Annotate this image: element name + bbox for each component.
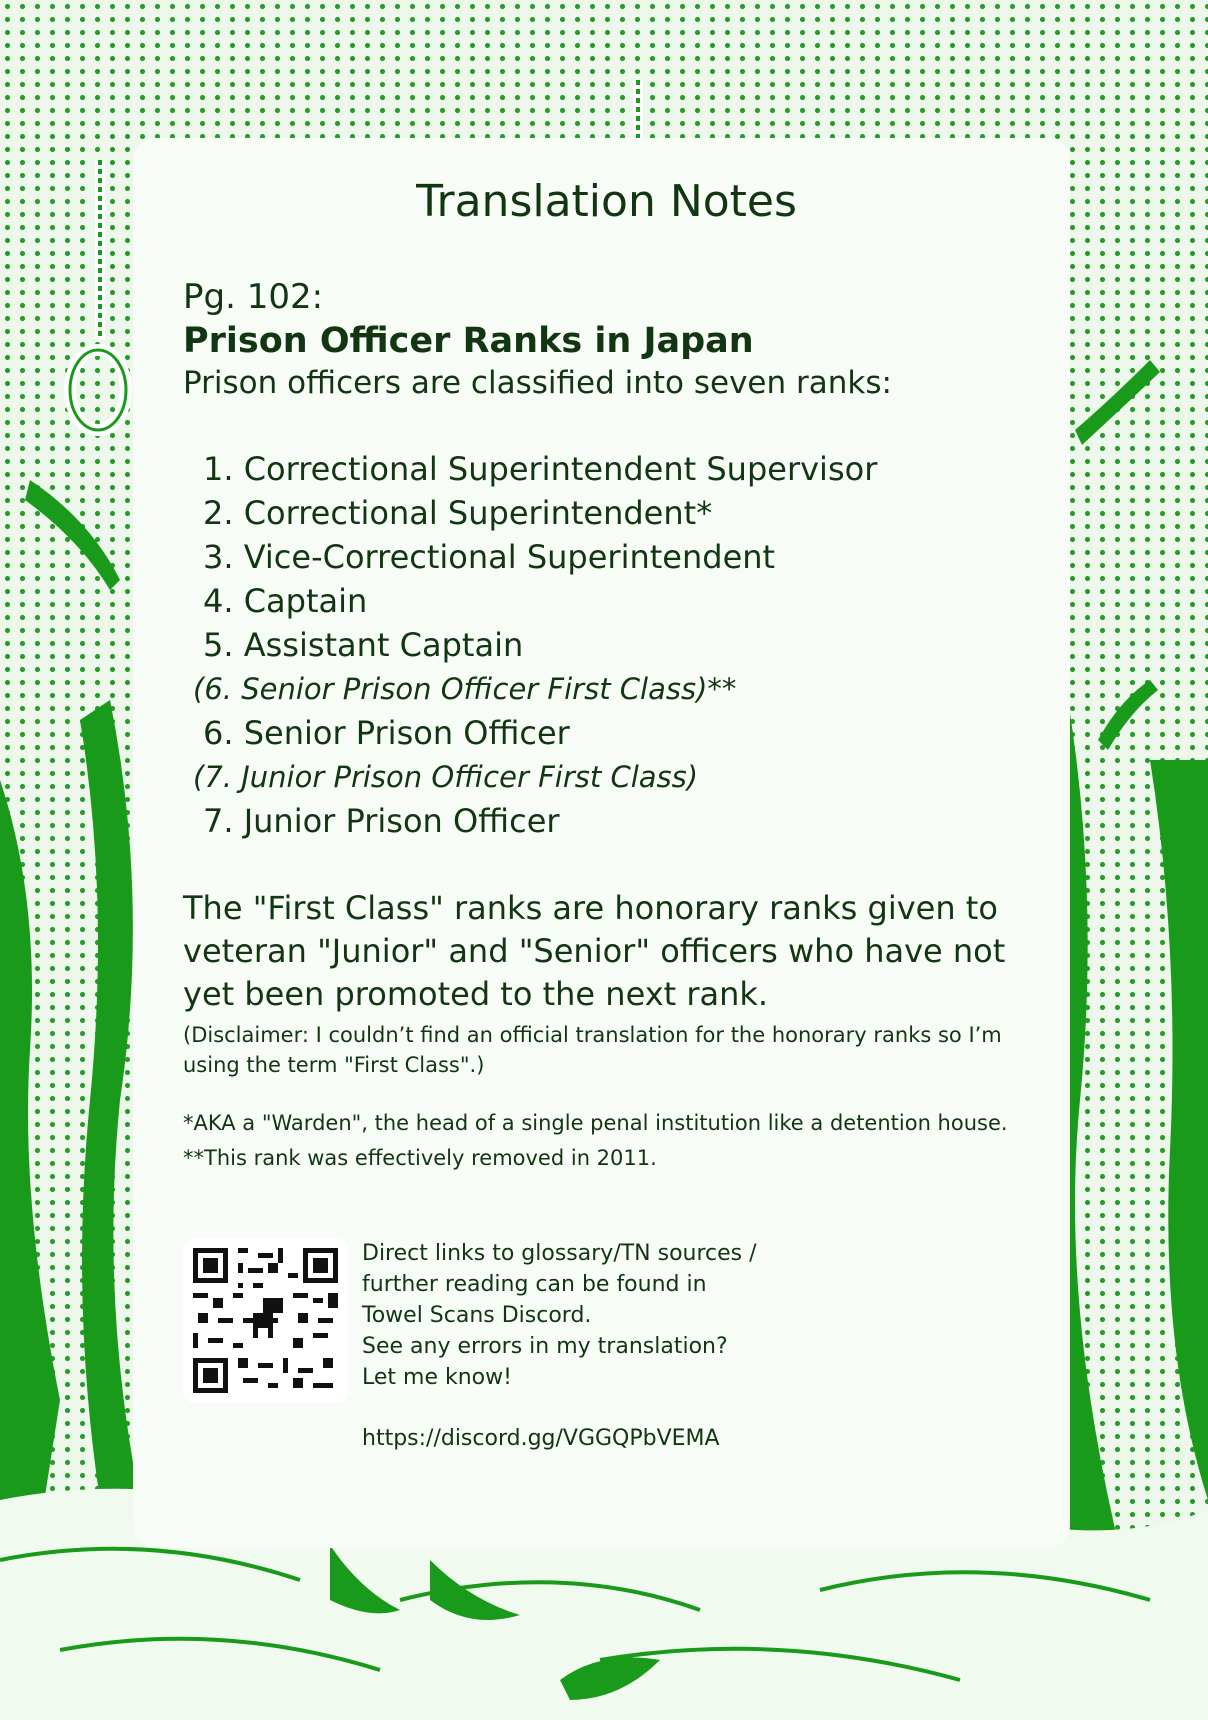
discord-section <box>183 1238 1030 1454</box>
noose-icon <box>70 160 126 430</box>
info-line: See any errors in my translation? <box>362 1334 728 1359</box>
rank-item: 6. Senior Prison Officer <box>203 714 570 752</box>
section-heading: Prison Officer Ranks in Japan <box>183 321 754 361</box>
dinosaur-icon <box>243 1298 283 1338</box>
rank-item: 3. Vice-Correctional Superintendent <box>203 538 776 576</box>
honorary-rank-item: (6. Senior Prison Officer First Class)** <box>193 672 737 706</box>
discord-info <box>362 1238 757 1454</box>
info-line: further reading can be found in <box>362 1272 707 1297</box>
page-reference: Pg. 102: <box>183 277 324 317</box>
page-title: Translation Notes <box>416 176 797 227</box>
intro-text: Prison officers are classified into seven ranks: <box>183 365 892 401</box>
rank-item: 1. Correctional Superintendent Supervisor <box>203 450 878 488</box>
footnote: *AKA a "Warden", the head of a single penal institution like a detention house. <box>183 1111 1008 1135</box>
rank-item: 4. Captain <box>203 582 368 620</box>
info-line: Let me know! <box>362 1365 512 1390</box>
rank-list <box>183 447 1030 843</box>
footnote: **This rank was effectively removed in 2011. <box>183 1146 657 1170</box>
info-line: Direct links to glossary/TN sources / <box>362 1241 757 1266</box>
info-line: Towel Scans Discord. <box>362 1303 592 1328</box>
discord-link[interactable]: https://discord.gg/VGGQPbVEMA <box>362 1426 720 1451</box>
disclaimer-text: (Disclaimer: I couldn’t find an official translation for the honorary ranks so I’m using the term "First Class".) <box>183 1023 1002 1077</box>
rank-item: 7. Junior Prison Officer <box>203 802 560 840</box>
rank-item: 5. Assistant Captain <box>203 626 524 664</box>
rank-item: 2. Correctional Superintendent* <box>203 494 713 532</box>
honorary-rank-item: (7. Junior Prison Officer First Class) <box>193 760 699 794</box>
translation-notes-card <box>133 138 1070 1548</box>
qr-code-icon[interactable] <box>183 1238 348 1403</box>
explanation-text: The "First Class" ranks are honorary ranks given to veteran "Junior" and "Senior" officers who have not yet been promoted to the next rank. <box>183 889 1006 1013</box>
